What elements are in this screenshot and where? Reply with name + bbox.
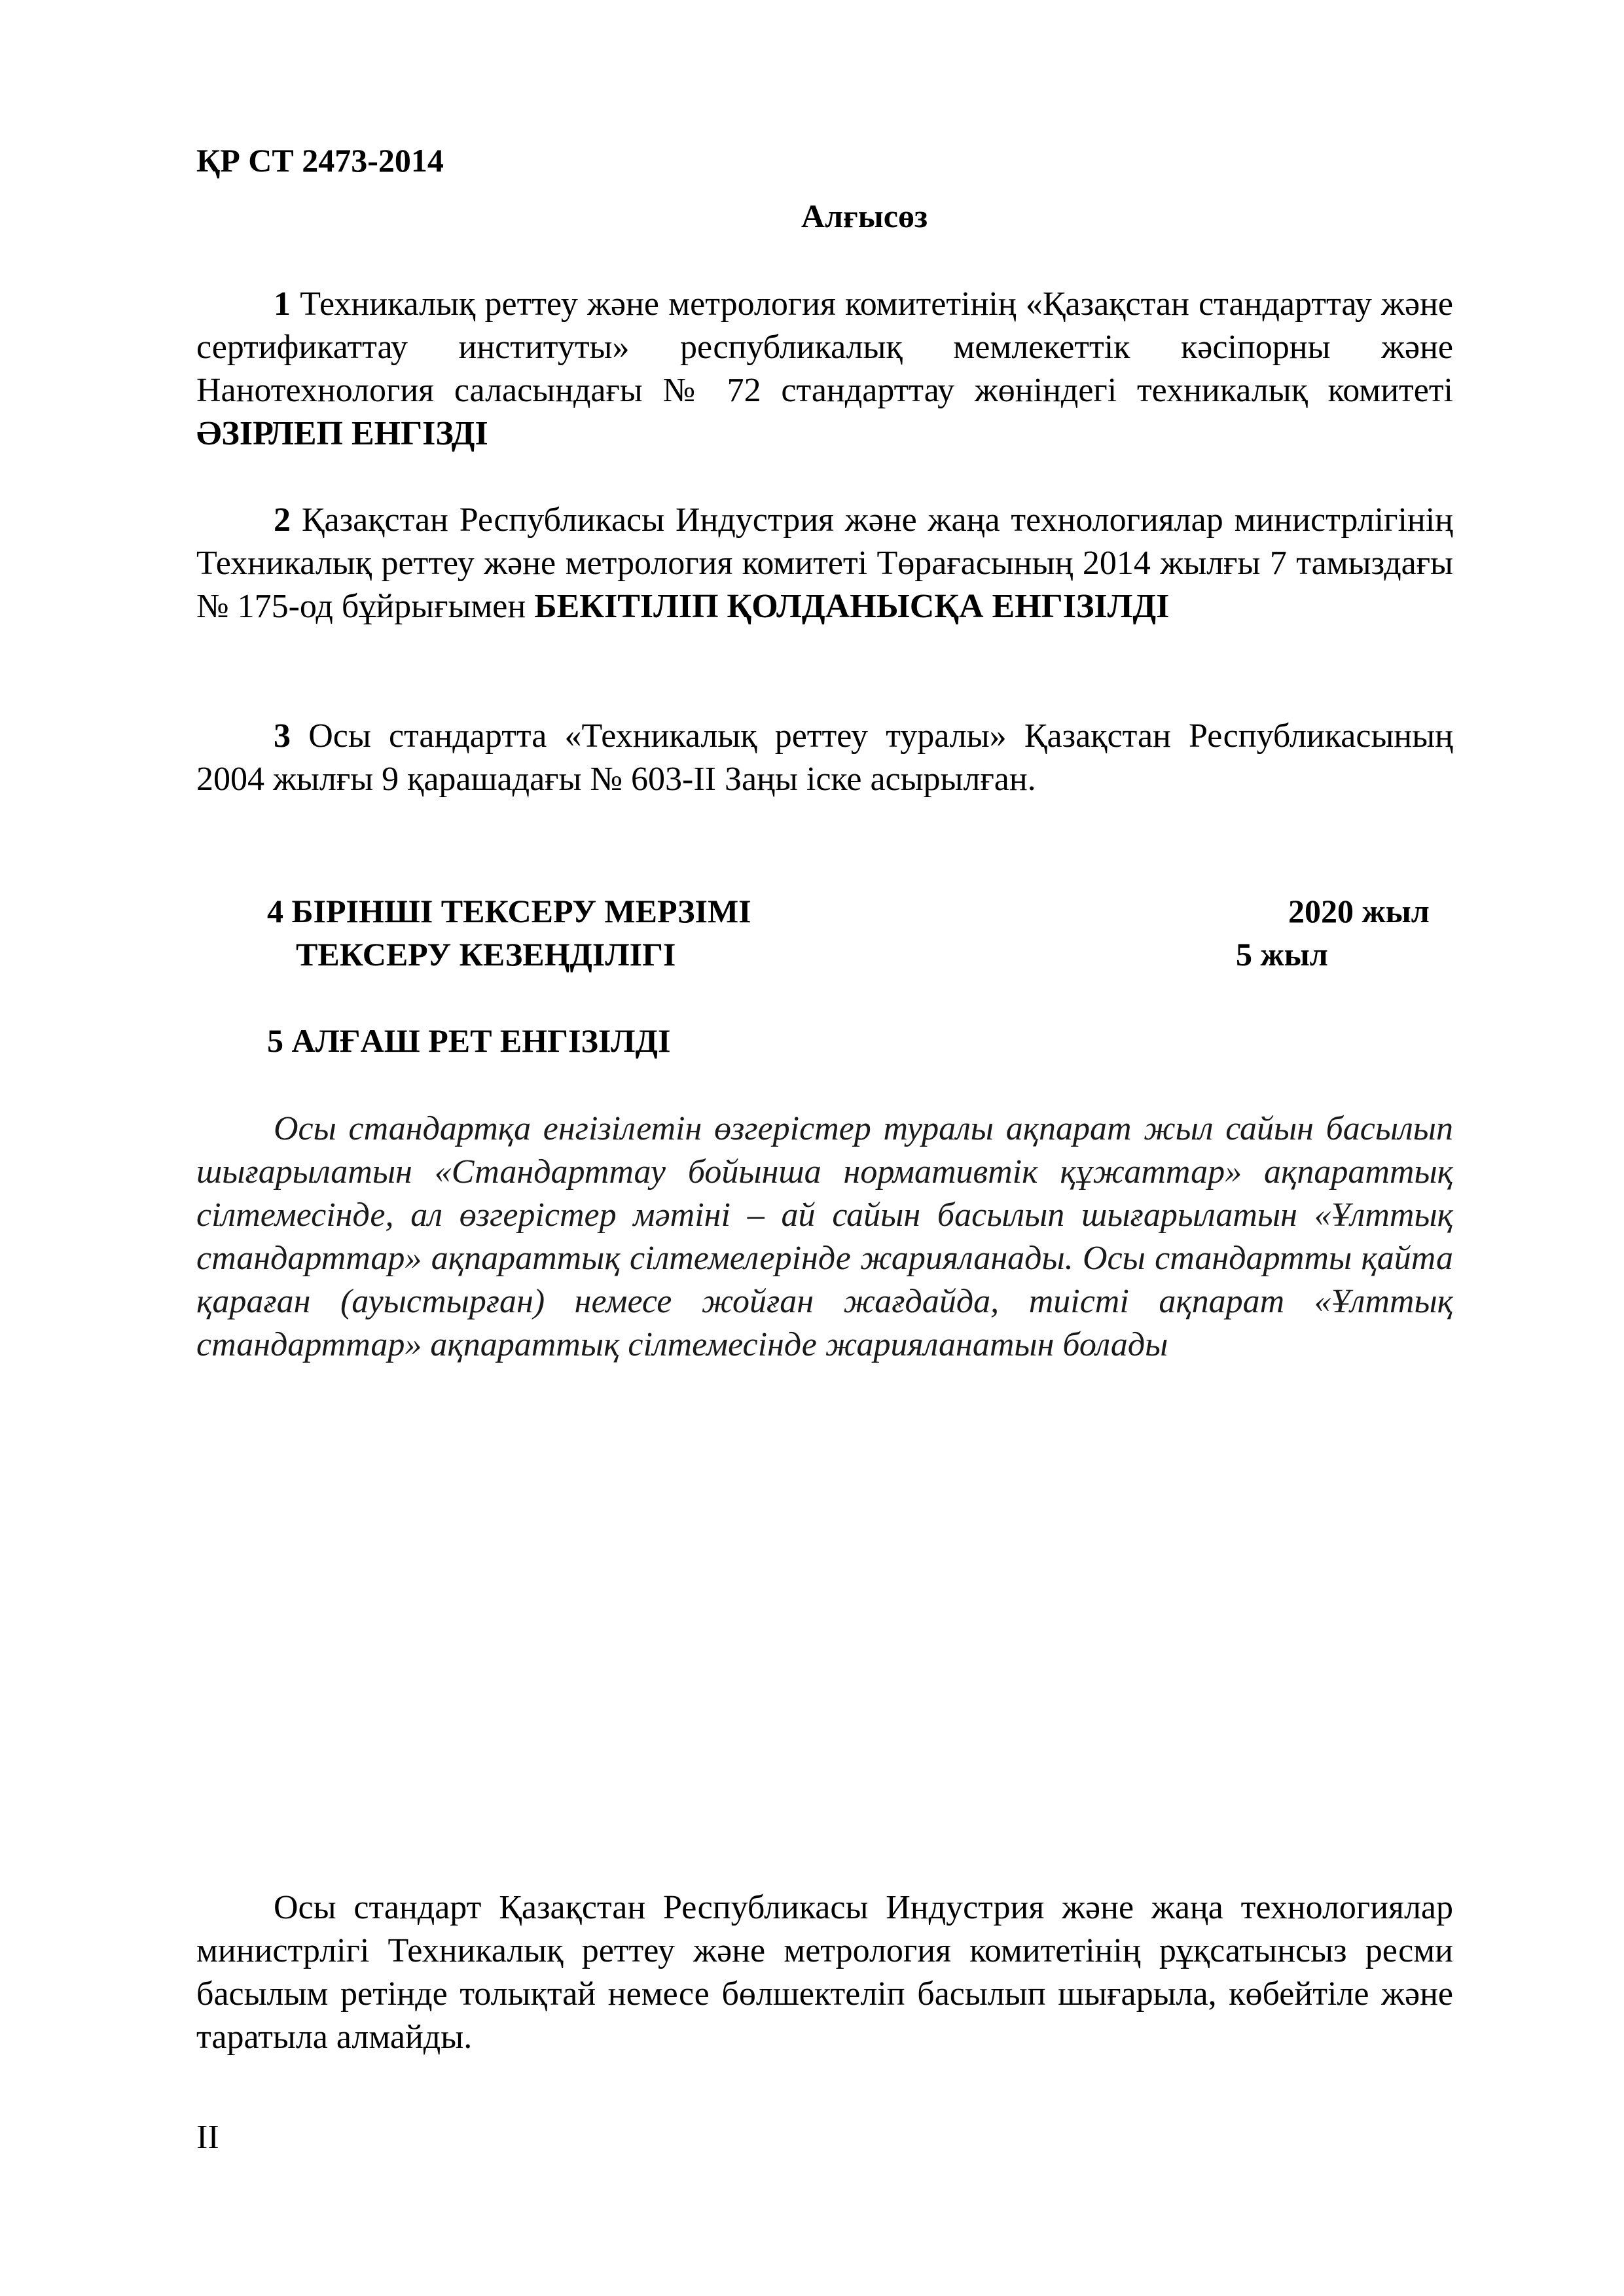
item-number: 1 bbox=[274, 285, 291, 323]
first-check-label: 4 БІРІНШІ ТЕКСЕРУ МЕРЗІМІ bbox=[267, 893, 751, 929]
item-number: 2 bbox=[274, 501, 291, 539]
item-text: Техникалық реттеу және метрология комитетінің «Қазақстан стандарттау және сертификаттау институты» республикалық мемлекеттік кәсіпорны және Нанотехнология саласындағы № 72 стандарттау жөніндегі техникалық комитеті bbox=[196, 285, 1453, 409]
preface-item-1 bbox=[196, 283, 1453, 456]
item-number: 3 bbox=[274, 717, 291, 755]
first-check-value: 2020 жыл bbox=[1288, 893, 1430, 929]
preface-item-3 bbox=[196, 715, 1453, 801]
amendment-notice: Осы стандартқа енгізілетін өзгерістер туралы ақпарат жыл сайын басылып шығарылатын «Стандарттау бойынша нормативтік құжаттар» ақпараттық сілтемесінде, ал өзгерістер мәтіні – ай сайын басылып шығарылатын «Ұлттық стандарттар» ақпараттық сілтемелерінде жарияланады. Осы стандартты қайта қараған (ауыстырған) немесе жойған жағдайда, тиісті ақпарат «Ұлттық стандарттар» ақпараттық сілтемесінде жарияланатын болады bbox=[196, 1110, 1453, 1363]
item-text: Осы стандартта «Техникалық реттеу туралы» Қазақстан Республикасының 2004 жылғы 9 қарашадағы № 603-ІІ Заңы іске асырылған. bbox=[196, 717, 1453, 798]
check-period-label: ТЕКСЕРУ КЕЗЕҢДІЛІГІ bbox=[296, 936, 676, 973]
preface-title: Алғысөз bbox=[801, 198, 928, 234]
item-bold-tail: ӘЗІРЛЕП ЕНГІЗДІ bbox=[196, 415, 488, 452]
check-period-value: 5 жыл bbox=[1236, 936, 1328, 973]
preface-item-2 bbox=[196, 499, 1453, 628]
document-code: ҚР СТ 2473-2014 bbox=[196, 142, 444, 179]
page-number: II bbox=[196, 2119, 219, 2156]
item-bold-tail: БЕКІТІЛІП ҚОЛДАНЫСҚА ЕНГІЗІЛДІ bbox=[534, 588, 1170, 625]
first-introduced-label: 5 АЛҒАШ РЕТ ЕНГІЗІЛДІ bbox=[267, 1022, 671, 1059]
item-text: Қазақстан Республикасы Индустрия және жаңа технологиялар министрлігінің Техникалық реттеу және метрология комитеті Төрағасының 2014 жылғы 7 тамыздағы № 175-од бұйрығымен bbox=[196, 501, 1453, 625]
copyright-notice: Осы стандарт Қазақстан Республикасы Индустрия және жаңа технологиялар министрлігі Техникалық реттеу және метрология комитетінің рұқсатынсыз ресми басылым ретінде толықтай немесе бөлшектеліп басылып шығарыла, көбейтіле және таратыла алмайды. bbox=[196, 1889, 1453, 2056]
